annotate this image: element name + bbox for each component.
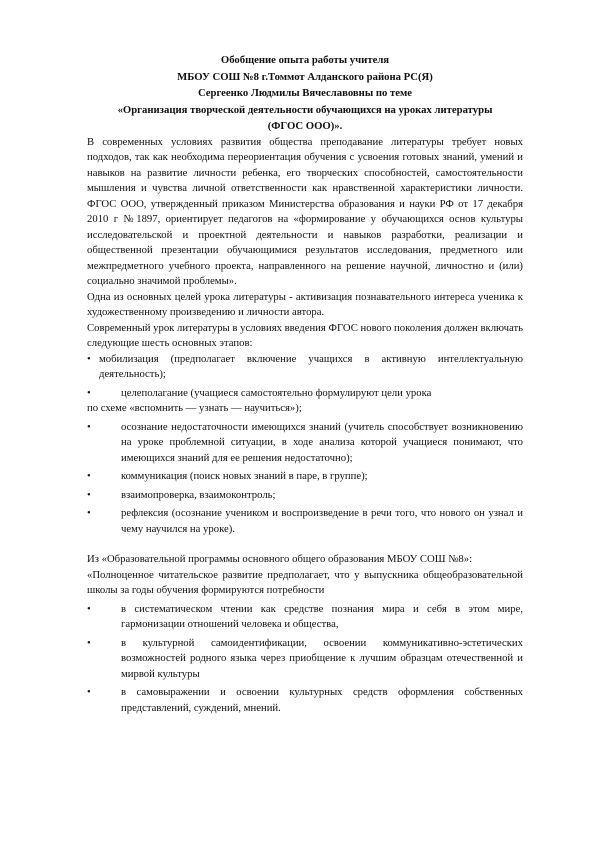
- bullet-marker: •: [87, 352, 91, 365]
- list-item-text: осознание недостаточности имеющихся знаний (учитель способствует возникновению на уроке проблемной ситуации, в ходе анализа которой учащиеся понимают, что имеющихся знаний для ее решения недостаточно);: [121, 420, 523, 464]
- list-item-text: взаимопроверка, взаимоконтроль;: [121, 488, 276, 501]
- list-item: [87, 602, 523, 633]
- goal-paragraph: Одна из основных целей урока литературы - активизация познавательного интереса ученика к художественному произведению и личности автора.: [87, 290, 523, 318]
- bullet-marker: •: [87, 470, 91, 482]
- paragraph-spacer: [87, 537, 523, 552]
- bullet-marker: •: [87, 488, 91, 501]
- list-item-text: целеполагание (учащиеся самостоятельно формулируют цели урока: [121, 386, 432, 399]
- bullet-marker: •: [87, 636, 91, 649]
- heading-line-3: Сергеенко Людмилы Вячеславовны по теме: [197, 87, 413, 99]
- bullet-marker: •: [87, 686, 91, 698]
- list-item: [87, 352, 523, 383]
- heading-line-5: (ФГОС ООО)».: [267, 120, 343, 132]
- list-item: [87, 420, 523, 467]
- list-item: [87, 506, 523, 537]
- heading-line-4: «Организация творческой деятельности обучающихся на уроках литературы: [117, 103, 493, 116]
- intro-paragraph: В современных условиях развития общества преподавание литературы требует новых подходов, так как необходима переориентация обучения с усвоения готовых знаний, умений и навыков на развитие личности ребенка, его творческих способностей, самостоятельности мышления и чувства личной ответственности как нравственной характеристики личности. ФГОС ООО, утвержденный приказом Министерства образования и науки РФ от 17 декабря 2010 г №1897, ориентирует педагогов на «формирование у обучающихся основ культуры исследовательской и проектной деятельности и навыков разработки, реализации и общественной презентации обучающимися результатов исследования, предметного или межпредметного учебного проекта, направленного на решение научной, личностно и (или) социально значимой проблемы».: [87, 135, 523, 287]
- bullet-marker: •: [87, 507, 91, 519]
- list-item-text: в культурной самоидентификации, освоении коммуникативно-эстетических возможностей родного языка через приобщение к лучшим образцам отечественной и мирвой культуры: [121, 636, 523, 680]
- list-item-text: в систематическом чтении как средстве познания мира и себя в этом мире, гармонизации отношений человека и общества,: [121, 602, 523, 630]
- document-heading: [87, 52, 523, 135]
- bullet-marker: •: [87, 386, 91, 399]
- needs-list: [87, 602, 523, 717]
- program-quote-paragraph: «Полноценное читательское развитие предполагает, что у выпускника общеобразовательной школы за годы обучения формируются потребности: [87, 568, 523, 596]
- stages-intro-paragraph: Современный урок литературы в условиях введения ФГОС нового поколения должен включать следующие шесть основных этапов:: [87, 321, 523, 349]
- list-item: [87, 488, 523, 504]
- heading-line-2: МБОУ СОШ №8 г.Томмот Алданского района РС(Я): [177, 70, 433, 83]
- list-item: [87, 636, 523, 683]
- program-quote-intro: Из «Образовательной программы основного общего образования МБОУ СОШ №8»:: [87, 553, 473, 565]
- list-item: [87, 469, 523, 485]
- list-item: [87, 685, 523, 716]
- list-item: [87, 386, 523, 402]
- list-item-continuation: по схеме «вспомнить — узнать — научиться»);: [87, 402, 302, 414]
- list-item-text: рефлексия (осознание учеником и воспроизведение в речи того, что нового он узнал и чему научился на уроке).: [121, 507, 523, 535]
- heading-line-1: Обобщение опыта работы учителя: [220, 54, 390, 66]
- bullet-marker: •: [87, 602, 91, 615]
- list-item-text: мобилизация (предполагает включение учащихся в активную интеллектуальную деятельность);: [99, 352, 523, 380]
- list-item-text: коммуникация (поиск новых знаний в паре, в группе);: [121, 470, 368, 482]
- document-page: [87, 52, 523, 716]
- bullet-marker: •: [87, 420, 91, 433]
- list-item-text: в самовыражении и освоении культурных средств оформления собственных представлений, суждений, мнений.: [121, 686, 523, 714]
- stages-list: [87, 352, 523, 538]
